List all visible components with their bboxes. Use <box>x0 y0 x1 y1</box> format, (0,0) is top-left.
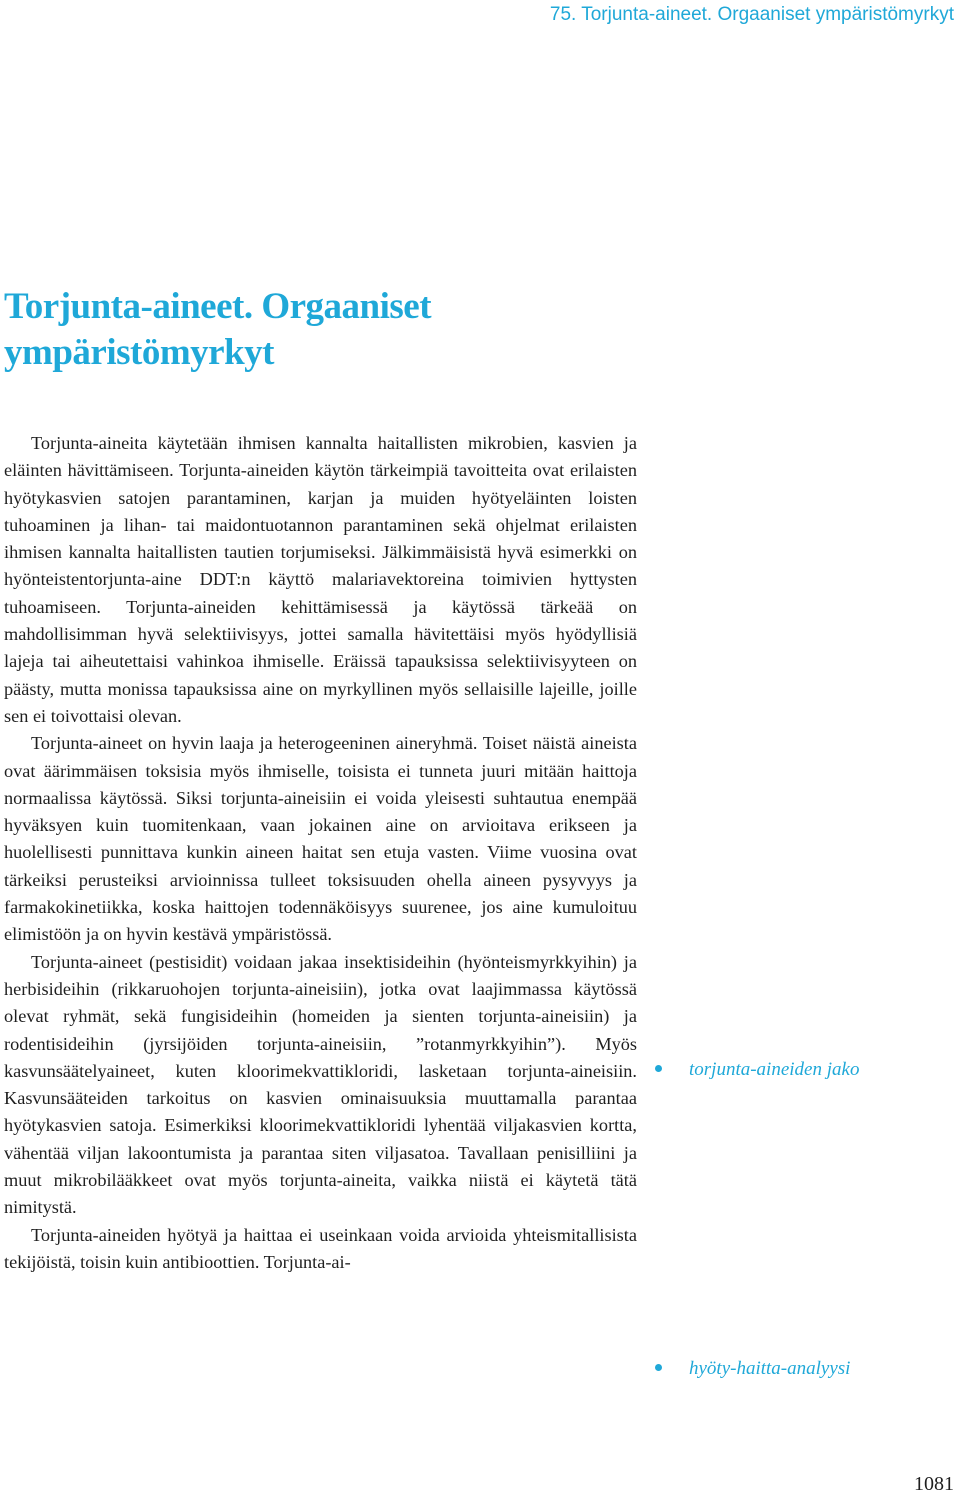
paragraph-4: Torjunta-aineiden hyötyä ja haittaa ei useinkaan voida arvioida yhteismitallisista tekijöistä, toisin kuin antibioottien. Torjunta-ai- <box>4 1224 637 1272</box>
body-text <box>4 430 637 1276</box>
margin-note-cost-benefit <box>655 1358 850 1380</box>
bullet-icon <box>655 1364 662 1371</box>
page-number: 1081 <box>914 1473 954 1495</box>
chapter-title <box>4 284 704 376</box>
margin-note-text: torjunta-aineiden jako <box>689 1059 860 1080</box>
paragraph-1: Torjunta-aineita käytetään ihmisen kannalta haitallisten mikrobien, kasvien ja eläinten hävittämiseen. Torjunta-aineiden käytön tärkeimpiä tavoitteita ovat erilaisten hyötykasvien satojen parantaminen, karjan ja muiden hyötyeläinten loisten tuhoaminen ja lihan- tai maidontuotannon parantaminen sekä ohjelmat erilaisten ihmisen kannalta haitallisten tautien torjumiseksi. Jälkimmäisistä hyvä esimerkki on hyönteistentorjunta-aine DDT:n käyttö malariavektoreina toimivien hyttysten tuhoamiseen. Torjunta-aineiden kehittämisessä ja käytössä tärkeää on mahdollisimman hyvä selektiivisyys, jottei samalla hävitettäisi myös hyödyllisiä lajeja tai aiheutettaisi vahinkoa ihmiselle. Eräissä tapauksissa selektiivisyyteen on päästy, mutta monissa tapauksissa aine on myrkyllinen myös sellaisille lajeille, joille sen ei toivottaisi olevan. <box>4 433 637 726</box>
chapter-title-line-1: Torjunta-aineet. Orgaaniset <box>4 286 432 327</box>
margin-note-classification <box>655 1059 859 1081</box>
margin-note-text: hyöty-haitta-analyysi <box>689 1358 851 1379</box>
chapter-title-line-2: ympäristömyrkyt <box>4 332 274 373</box>
paragraph-2: Torjunta-aineet on hyvin laaja ja heterogeeninen aineryhmä. Toiset näistä aineista ovat äärimmäisen toksisia myös ihmiselle, toisista ei tunneta juuri mitään haittoja normaalissa käytössä. Siksi torjunta-aineisiin ei voida yleisesti suhtautua enempää hyväksyen kuin tuomitenkaan, vaan jokainen aine on arvioitava erikseen ja huolellisesti punnittava kunkin aineen haitat sen etuja vasten. Viime vuosina ovat tärkeiksi perusteiksi arvioinnissa tulleet toksisuuden ohella aineen pysyvyys ja farmakokinetiikka, koska haittojen todennäköisyys suurenee, jos aine kumuloituu elimistöön ja on hyvin kestävä ympäristössä. <box>4 733 637 945</box>
bullet-icon <box>655 1065 662 1072</box>
paragraph-3: Torjunta-aineet (pestisidit) voidaan jakaa insektisideihin (hyönteismyrkkyihin) ja herbisideihin (rikkaruohojen torjunta-aineisiin), jotka ovat laajimmassa käytössä olevat ryhmät, sekä fungisideihin (homeiden ja sienten torjunta-aineisiin) ja rodentisideihin (jyrsijöiden torjunta-aineisiin, ”rotanmyrkkyihin”). Myös kasvunsäätelyaineet, kuten kloorimekvattikloridi, lasketaan torjunta-aineisiin. Kasvunsääteiden tarkoitus on kasvien ominaisuuksia muuttamalla parantaa hyötykasvien satoja. Esimerkiksi kloorimekvattikloridi lyhentää viljakasvien kortta, vähentää viljan lakoontumista ja parantaa siten viljasatoa. Tavallaan penisilliini ja muut mikrobilääkkeet ovat myös torjunta-aineita, vaikka niistä ei käytetä tätä nimitystä. <box>4 951 637 1218</box>
running-header: 75. Torjunta-aineet. Orgaaniset ympäristömyrkyt <box>549 4 954 25</box>
